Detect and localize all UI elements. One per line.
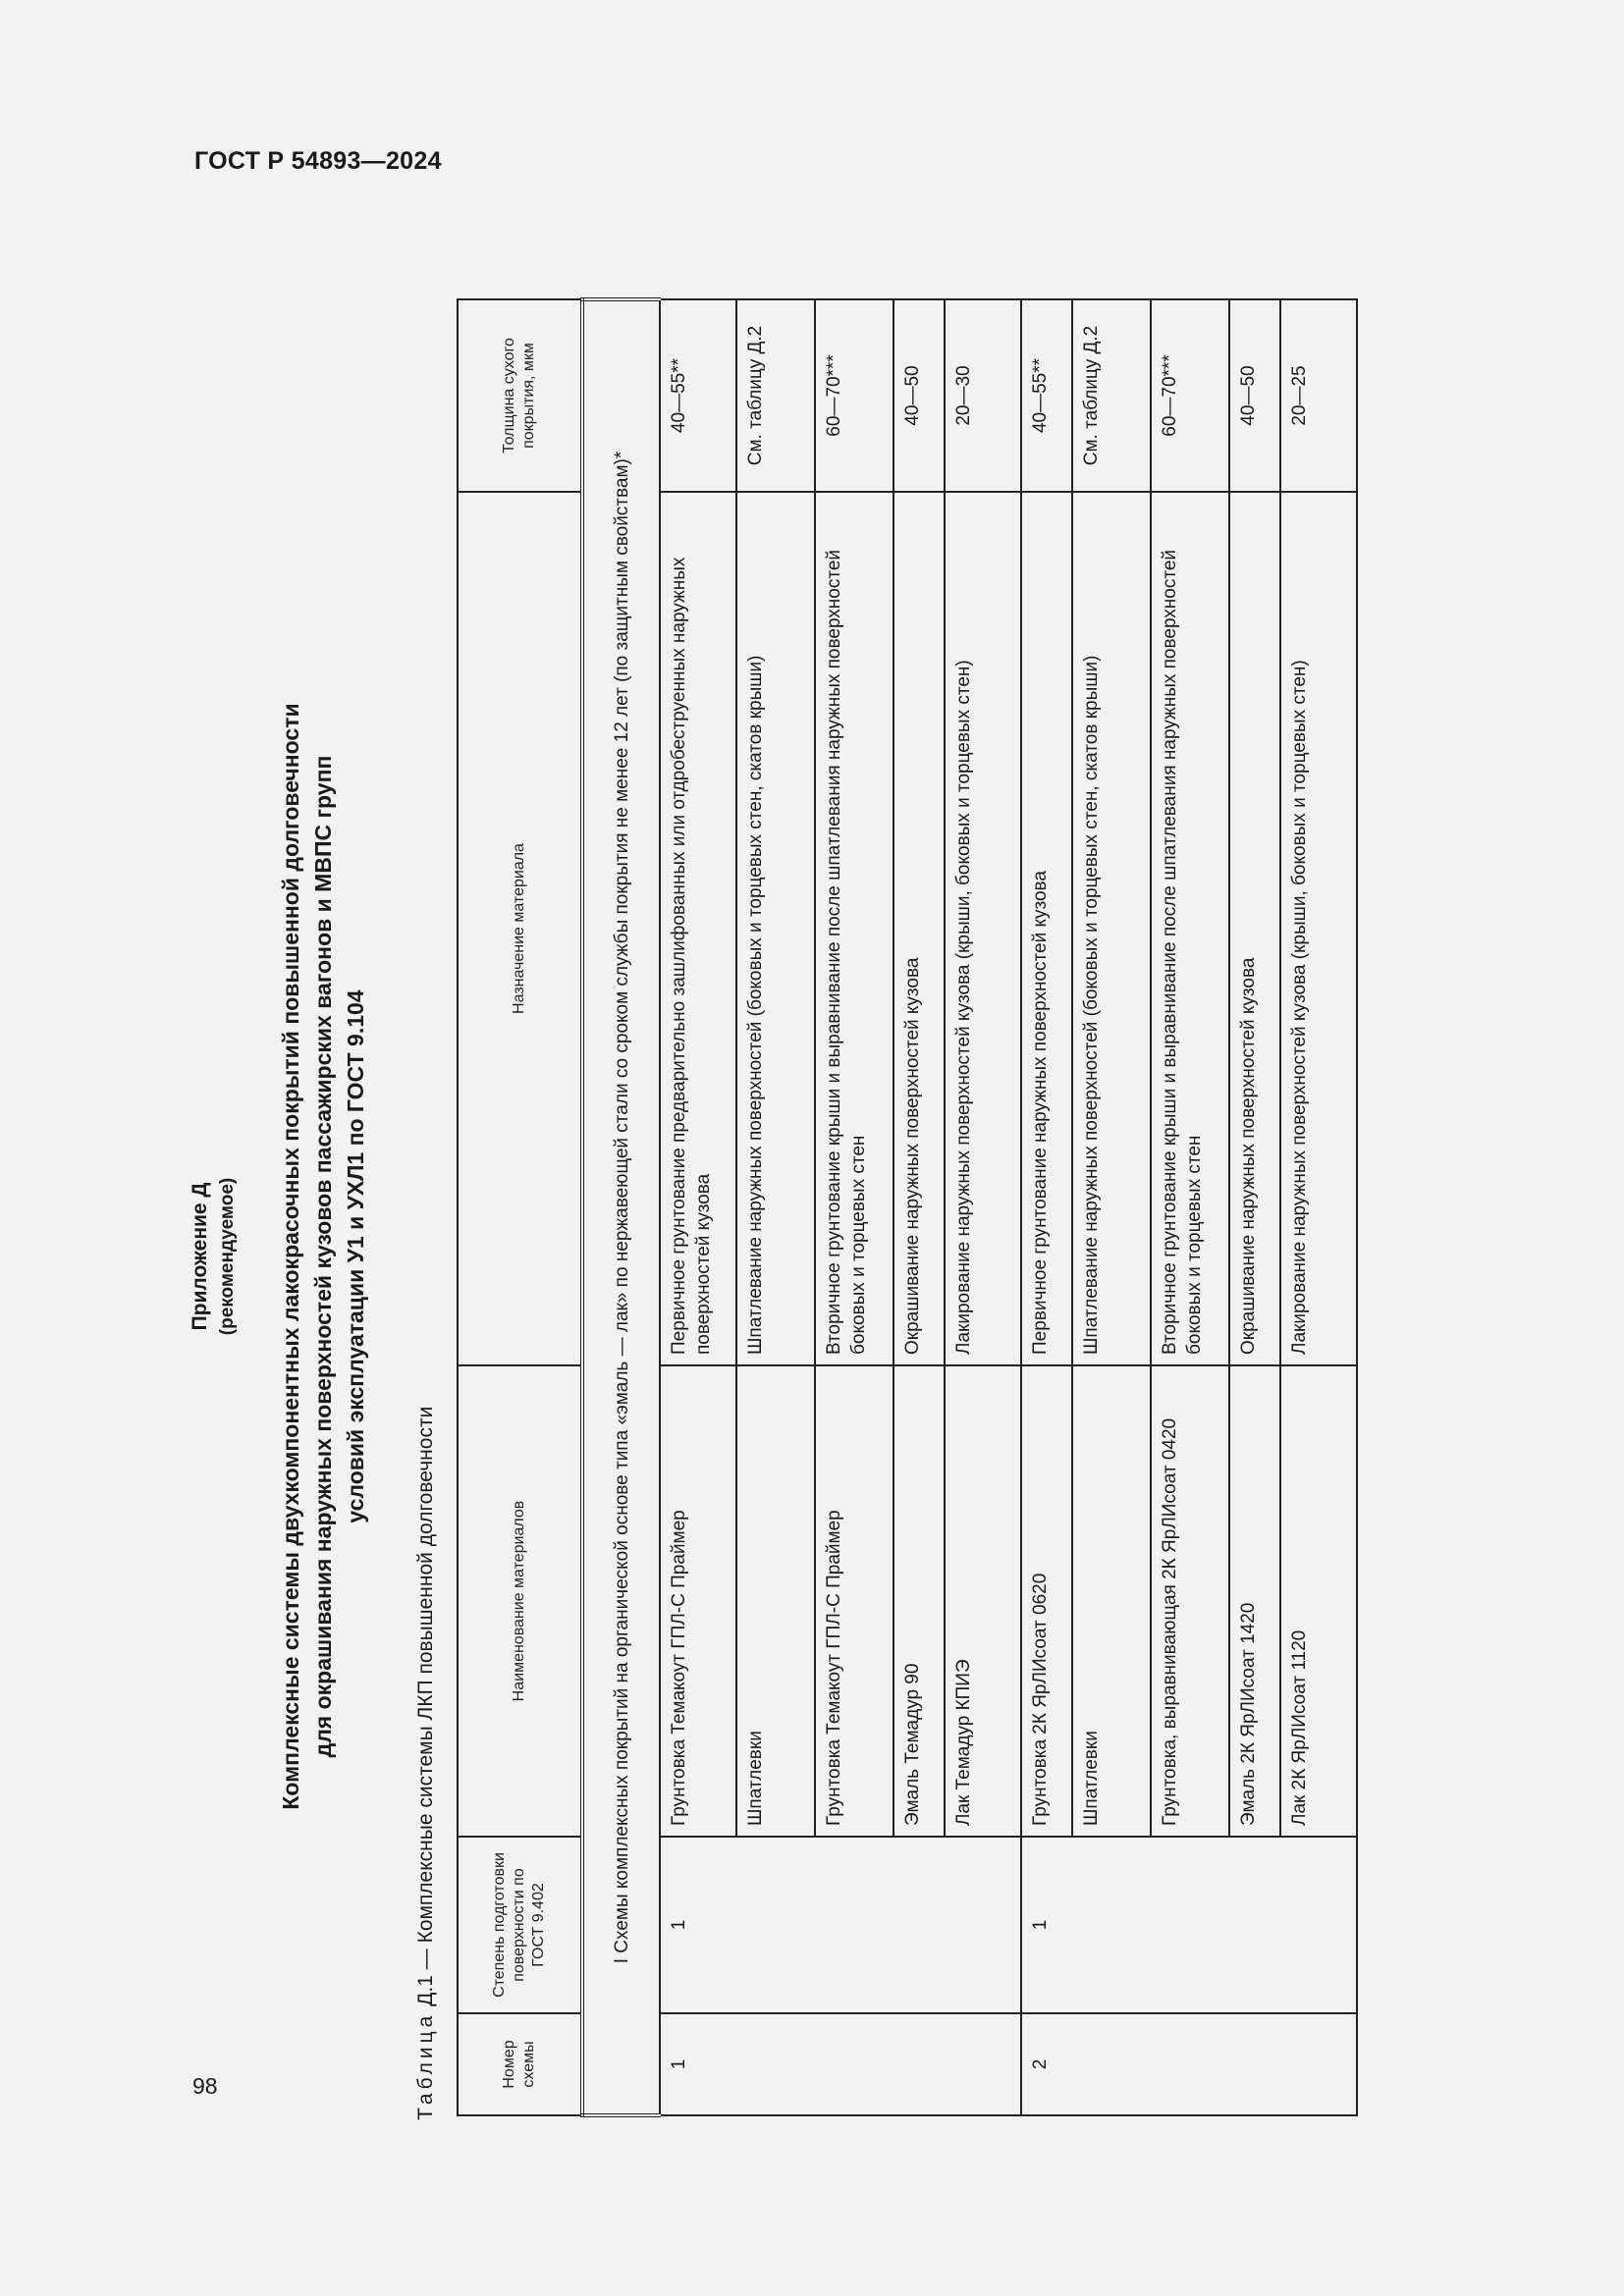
section-row — [582, 299, 660, 2115]
table-header-row — [458, 299, 582, 2115]
coating-thickness: 60—70*** — [815, 299, 893, 492]
appendix-title: Приложение Д — [189, 1182, 211, 1331]
table-row — [1021, 299, 1072, 2115]
material-purpose: Шпатлевание наружных поверхностей (боковых и торцевых стен, скатов крыши) — [736, 492, 815, 1365]
coating-thickness: 40—50 — [1229, 299, 1280, 492]
material-name: Шпатлевки — [736, 1365, 815, 1837]
coating-thickness: 40—55** — [1021, 299, 1072, 492]
material-purpose: Первичное грунтование наружных поверхностей кузова — [1021, 492, 1072, 1365]
material-name: Лак Темадур КПИЭ — [945, 1365, 1021, 1837]
material-purpose: Лакирование наружных поверхностей кузова (крыши, боковых и торцевых стен) — [945, 492, 1021, 1365]
scheme-number: 2 — [1021, 2013, 1357, 2115]
coating-systems-table — [457, 297, 1358, 2117]
prep-degree: 1 — [1021, 1837, 1357, 2013]
header-material: Наименование материалов — [458, 1365, 582, 1837]
coating-thickness: 20—25 — [1280, 299, 1357, 492]
table-row — [660, 299, 736, 2115]
document-code: ГОСТ Р 54893—2024 — [194, 147, 442, 175]
page-number: 98 — [192, 2073, 218, 2099]
prep-degree: 1 — [660, 1837, 1021, 2013]
material-purpose: Окрашивание наружных поверхностей кузова — [1229, 492, 1280, 1365]
coating-thickness: 60—70*** — [1151, 299, 1229, 492]
scheme-number: 1 — [660, 2013, 1021, 2115]
coating-thickness: 20—30 — [945, 299, 1021, 492]
section-heading: I Схемы комплексных покрытий на органической основе типа «эмаль — лак» по нержавеющей стали со сроком службы покрытия не менее 12 лет (по защитным свойствам)* — [582, 299, 660, 2115]
table-caption-text: Д.1 — Комплексные системы ЛКП повышенной долговечности — [414, 1406, 437, 2012]
coating-thickness: 40—55** — [660, 299, 736, 492]
title-line: условий эксплуатации У1 и УХЛ1 по ГОСТ 9.104 — [343, 989, 368, 1523]
material-purpose: Вторичное грунтование крыши и выравнивание после шпатлевания наружных поверхностей боковых и торцевых стен — [1151, 492, 1229, 1365]
rotated-page-content — [189, 196, 1414, 2160]
appendix-main-title — [275, 353, 372, 2160]
table-caption-prefix: Таблица — [414, 2011, 437, 2120]
material-name: Эмаль 2К ЯрЛИсоат 1420 — [1229, 1365, 1280, 1837]
header-thickness: Толщина сухого покрытия, мкм — [458, 299, 582, 492]
coating-thickness: 40—50 — [893, 299, 945, 492]
material-purpose: Шпатлевание наружных поверхностей (боковых и торцевых стен, скатов крыши) — [1072, 492, 1151, 1365]
material-name: Грунтовка 2К ЯрЛИсоат 0620 — [1021, 1365, 1072, 1837]
material-purpose: Окрашивание наружных поверхностей кузова — [893, 492, 945, 1365]
coating-thickness: См. таблицу Д.2 — [1072, 299, 1151, 492]
appendix-status: (рекомендуемое) — [217, 1177, 238, 1336]
material-name: Лак 2К ЯрЛИсоат 1120 — [1280, 1365, 1357, 1837]
header-degree: Степень подготовки поверхности по ГОСТ 9.402 — [458, 1837, 582, 2013]
title-line: Комплексные системы двухкомпонентных лакокрасочных покрытий повышенной долговечности — [278, 703, 303, 1810]
material-name: Шпатлевки — [1072, 1365, 1151, 1837]
title-line: для окрашивания наружных поверхностей кузовов пассажирских вагонов и МВПС групп — [310, 755, 336, 1758]
material-purpose: Первичное грунтование предварительно зашлифованных или отдробеструенных наружных поверхностей кузова — [660, 492, 736, 1365]
material-name: Эмаль Темадур 90 — [893, 1365, 945, 1837]
coating-thickness: См. таблицу Д.2 — [736, 299, 815, 492]
material-name: Грунтовка Темакоут ГПЛ-С Праймер — [660, 1365, 736, 1837]
table-caption — [414, 1407, 438, 2120]
material-purpose: Лакирование наружных поверхностей кузова (крыши, боковых и торцевых стен) — [1280, 492, 1357, 1365]
header-purpose: Назначение материала — [458, 492, 582, 1365]
material-purpose: Вторичное грунтование крыши и выравнивание после шпатлевания наружных поверхностей боковых и торцевых стен — [815, 492, 893, 1365]
header-scheme: Номер схемы — [458, 2013, 582, 2115]
material-name: Грунтовка Темакоут ГПЛ-С Праймер — [815, 1365, 893, 1837]
material-name: Грунтовка, выравнивающая 2К ЯрЛИсоат 0420 — [1151, 1365, 1229, 1837]
